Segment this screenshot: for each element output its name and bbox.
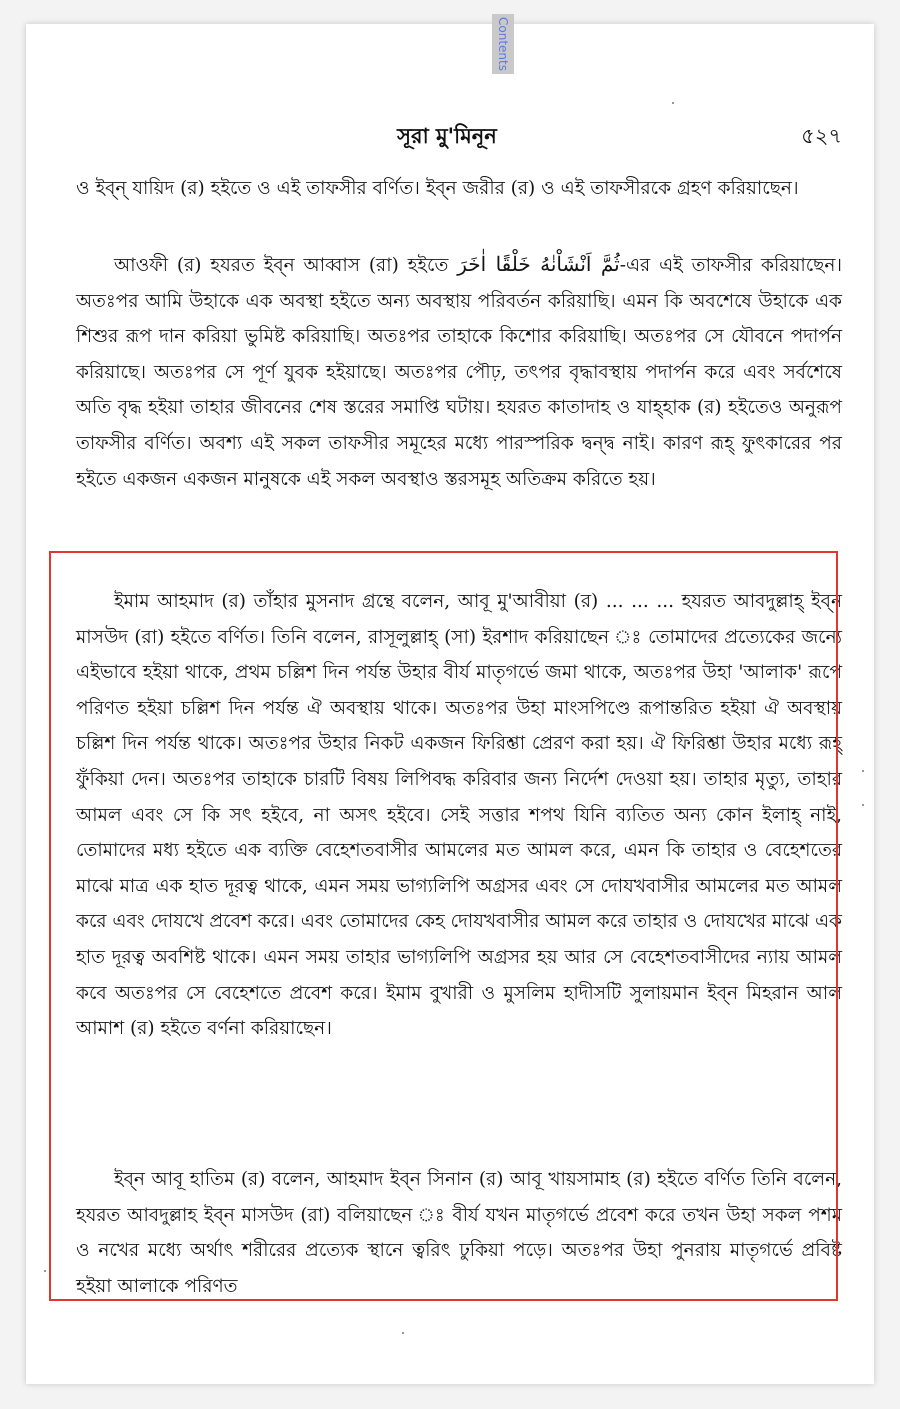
paragraph-text-after-arabic: -এর এই তাফসীর করিয়াছেন। অতঃপর আমি উহাকে এক অবস্থা হইতে অন্য অবস্থায় পরিবর্তন করিয়াছি। এমন কি অবশেষে উহাকে এক শিশুর রূপ দান করিয়া ভুমিষ্ট করিয়াছি। অতঃপর তাহাকে কিশোর করিয়াছি। অতঃপর সে যৌবনে পদার্পন করিয়াছে। অতঃপর সে পূর্ণ যুবক হইয়াছে। অতঃপর পৌঢ়, তৎপর বৃদ্ধাবস্থায় পদার্পন করে এবং সর্বশেষে অতি বৃদ্ধ হইয়া তাহার জীবনের শেষ স্তরের সমাপ্তি ঘটায়। হযরত কাতাদাহ ও যাহ্হাক (র) হইতেও অনুরূপ তাফসীর বর্ণিত। অবশ্য এই সকল তাফসীর সমূহের মধ্যে পারস্পরিক দ্বন্দ্ব নাই। কারণ রূহ্ ফুৎকারের পর হইতে একজন একজন মানুষকে এই সকল অবস্থাও স্তরসমূহ অতিক্রম করিতে হয়। (76, 255, 843, 490)
document-page (26, 24, 874, 1384)
surah-title: সূরা মু'মিনূন (397, 123, 497, 148)
scan-speck (862, 770, 864, 772)
scan-speck (44, 1270, 46, 1272)
paragraph-aufi-tafsir (76, 247, 842, 497)
scan-speck (402, 1332, 404, 1334)
arabic-verse: ثُمَّ اَنْشَاْنٰهُ خَلْقًا اٰخَرَ (457, 252, 620, 276)
page-number: ৫২৭ (801, 124, 842, 148)
paragraph-text-before-arabic: আওফী (র) হযরত ইব্‌ন আব্বাস (রা) হইতে (114, 255, 458, 276)
scan-speck (672, 102, 674, 104)
contents-tab[interactable]: Contents (492, 14, 514, 74)
paragraph-ibn-abu-hatim: ইব্‌ন আবূ হাতিম (র) বলেন, আহমাদ ইব্‌ন সিনান (র) আবূ খায়সামাহ (র) হইতে বর্ণিত তিনি বলেন, হযরত আবদুল্লাহ ইব্‌ন মাসউদ (রা) বলিয়াছেন ঃ বীর্য যখন মাতৃগর্ভে প্রবেশ করে তখন উহা সকল পশম ও নখের মধ্যে অর্থাৎ শরীরের প্রত্যেক স্থানে ত্বরিৎ ঢুকিয়া পড়ে। অতঃপর উহা পুনরায় মাতৃগর্ভে প্রবিষ্ট হইয়া আলাকে পরিণত (76, 1169, 842, 1297)
paragraph-continuation: ও ইব্‌ন্ যায়িদ (র) হইতে ও এই তাফসীর বর্ণিত। ইব্‌ন জরীর (র) ও এই তাফসীরকে গ্রহণ করিয়াছেন। (76, 178, 799, 199)
scan-speck (862, 804, 864, 806)
running-header (52, 120, 842, 150)
paragraph-imam-ahmad-hadith: ইমাম আহমাদ (র) তাঁহার মুসনাদ গ্রন্থে বলেন, আবূ মু'আবীয়া (র) ... ... ... হযরত আবদুল্লাহ্ ইব্‌ন মাসউদ (রা) হইতে বর্ণিত। তিনি বলেন, রাসূলুল্লাহ্ (সা) ইরশাদ করিয়াছেন ঃ তোমাদের প্রত্যেকের জন্যে এইভাবে হইয়া থাকে, প্রথম চল্লিশ দিন পর্যন্ত উহার বীর্য মাতৃগর্ভে জমা থাকে, অতঃপর উহা 'আলাক' রূপে পরিণত হইয়া চল্লিশ দিন পর্যন্ত ঐ অবস্থায় থাকে। অতঃপর উহা মাংসপিণ্ডে রূপান্তরিত হইয়া ঐ অবস্থায় চল্লিশ দিন পর্যন্ত থাকে। অতঃপর উহার নিকট একজন ফিরিশ্তা প্রেরণ করা হয়। ঐ ফিরিশ্তা উহার মধ্যে রূহ্ ফুঁকিয়া দেন। অতঃপর তাহাকে চারটি বিষয় লিপিবদ্ধ করিবার জন্য নির্দেশ দেওয়া হয়। তাহার মৃত্যু, তাহার আমল এবং সে কি সৎ হইবে, না অসৎ হইবে। সেই সত্তার শপথ যিনি ব্যতিত অন্য কোন ইলাহ্ নাই, তোমাদের মধ্য হইতে এক ব্যক্তি বেহেশতবাসীর আমলের মত আমল করে, এমন কি তাহার ও বেহেশতের মাঝে মাত্র এক হাত দূরত্ব থাকে, এমন সময় ভাগ্যলিপি অগ্রসর এবং সে দোযখবাসীর আমলের মত আমল করে এবং দোযখে প্রবেশ করে। এবং তোমাদের কেহ দোযখবাসীর আমল করে তাহার ও দোযখের মাঝে এক হাত দূরত্ব অবশিষ্ট থাকে। এমন সময় তাহার ভাগ্যলিপি অগ্রসর হয় আর সে বেহেশতবাসীদের ন্যায় আমল কবে অতঃপর সে বেহেশতে প্রবেশ করে। ইমাম বুখারী ও মুসলিম হাদীসটি সুলায়মান ইব্‌ন মিহরান আল আমাশ (র) হইতে বর্ণনা করিয়াছেন। (76, 591, 842, 1040)
